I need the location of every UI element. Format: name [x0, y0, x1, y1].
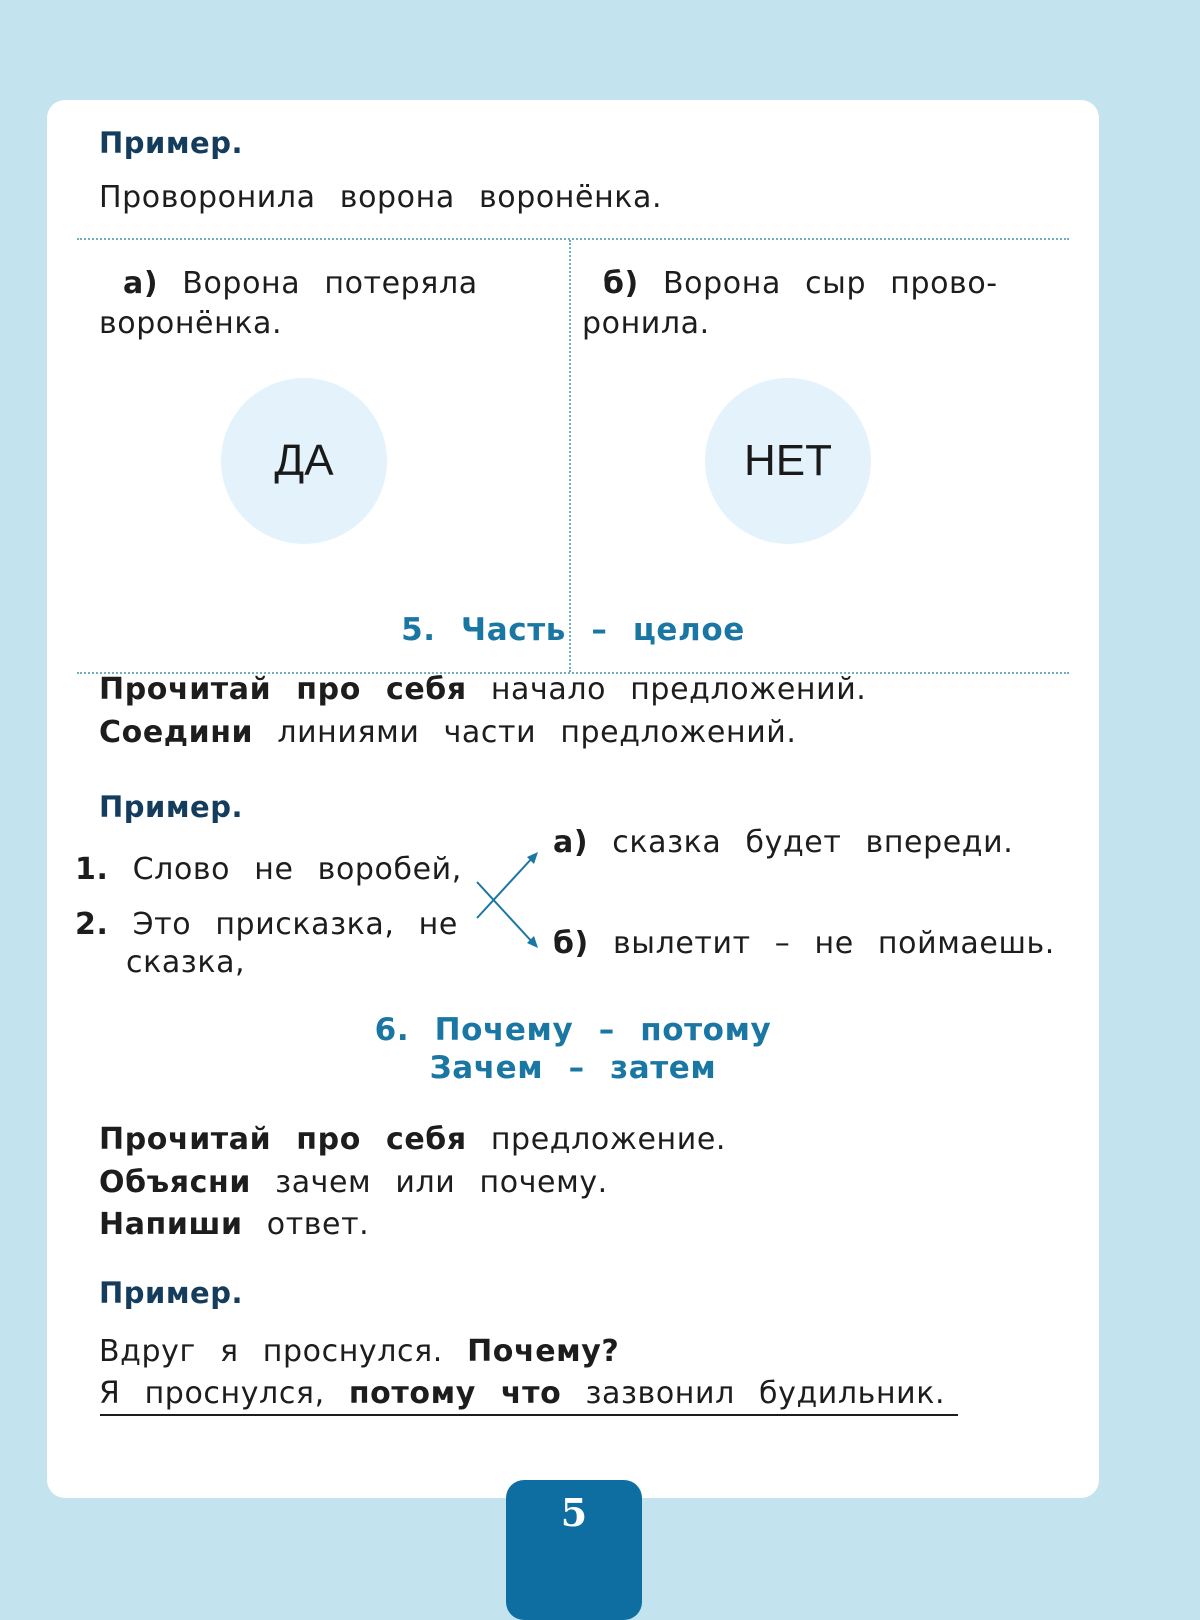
option-a-marker: а): [123, 266, 159, 301]
right-item-b-text: вылетит – не поймаешь.: [613, 926, 1055, 961]
no-circle[interactable]: НЕТ: [705, 378, 871, 544]
left-item-2-line2: сказка,: [126, 945, 246, 980]
left-item-2-number: 2.: [75, 907, 109, 942]
left-item-1: [75, 852, 462, 887]
dotted-divider-top: [77, 238, 1069, 240]
dotted-divider-vertical: [569, 240, 571, 672]
option-b-marker: б): [603, 266, 639, 301]
s6-instruction-3: [99, 1207, 369, 1242]
s6-answer-bold: потому что: [348, 1376, 562, 1411]
s5-instruction-2: [99, 715, 797, 750]
page-number: 5: [560, 1490, 588, 1535]
s5-instruction-2-rest: линиями части предложений.: [277, 715, 797, 750]
s6-answer: [99, 1376, 945, 1411]
left-item-2-text: Это присказка, не: [132, 907, 458, 942]
section-5-title: 5. Часть – целое: [401, 612, 745, 648]
right-item-a-text: сказка будет впереди.: [612, 825, 1014, 860]
s6-question: [99, 1334, 619, 1369]
s6-instruction-3-bold: Напиши: [99, 1207, 243, 1242]
s5-instruction-2-bold: Соедини: [99, 715, 254, 750]
left-item-2: [75, 907, 458, 942]
arrow-line-1-to-b: [477, 882, 534, 944]
page-card: [47, 100, 1099, 1498]
s6-instruction-2-bold: Объясни: [99, 1165, 251, 1200]
option-a-text: Ворона потеряла: [182, 266, 478, 301]
left-item-1-text: Слово не воробей,: [132, 852, 462, 887]
left-item-1-number: 1.: [75, 852, 109, 887]
section-6-title-line1: 6. Почему – потому: [374, 1012, 772, 1048]
example-sentence: Проворонила ворона воронёнка.: [99, 180, 663, 215]
s6-instruction-1-rest: предложение.: [490, 1122, 727, 1157]
option-a-line2: воронёнка.: [99, 306, 283, 341]
arrow-line-2-to-a: [477, 856, 534, 918]
s6-question-text: Вдруг я проснулся.: [99, 1334, 443, 1369]
s5-instruction-1: [99, 672, 866, 707]
option-b-text: Ворона сыр прово-: [663, 266, 998, 301]
right-item-b: [553, 926, 1055, 961]
s6-instruction-1-bold: Прочитай про себя: [99, 1122, 467, 1157]
s6-instruction-1: [99, 1122, 726, 1157]
yes-circle[interactable]: ДА: [221, 378, 387, 544]
option-b-line2: ронила.: [582, 306, 710, 341]
section-6-title-line2: Зачем – затем: [429, 1050, 717, 1086]
s5-instruction-1-rest: начало предложений.: [490, 672, 867, 707]
connector-arrows: [472, 848, 542, 952]
right-item-b-marker: б): [553, 926, 589, 961]
right-item-a: [553, 825, 1013, 860]
s5-instruction-1-bold: Прочитай про себя: [99, 672, 467, 707]
s6-instruction-3-rest: ответ.: [266, 1207, 370, 1242]
s6-question-bold: Почему?: [467, 1334, 620, 1369]
s6-answer-post: зазвонил будильник.: [585, 1376, 946, 1411]
right-item-a-marker: а): [553, 825, 589, 860]
s5-example-label: Пример.: [99, 790, 243, 824]
example-label: Пример.: [99, 126, 243, 160]
option-a-line1: [123, 266, 478, 301]
s6-instruction-2: [99, 1165, 608, 1200]
option-b-line1: [603, 266, 998, 301]
s6-instruction-2-rest: зачем или почему.: [275, 1165, 608, 1200]
s6-example-label: Пример.: [99, 1276, 243, 1310]
answer-underline: [100, 1414, 958, 1416]
s6-answer-pre: Я проснулся,: [99, 1376, 325, 1411]
